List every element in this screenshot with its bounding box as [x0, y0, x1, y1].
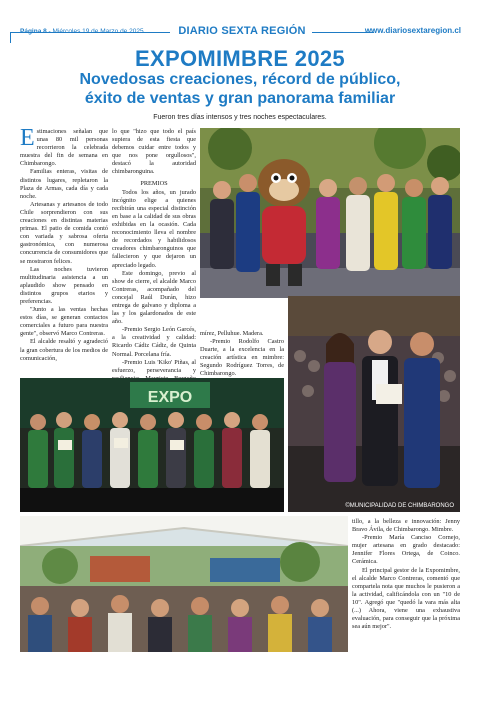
photo-credit: ©MUNICIPALIDAD DE CHIMBARONGO	[345, 503, 454, 509]
drop-cap: E	[20, 125, 35, 151]
newspaper-name: DIARIO SEXTA REGIÓN	[178, 25, 306, 37]
paragraph: tillo, a la belleza e innovación: Jenny Bravo Ávila, de Chimbarongo. Mimbre.	[352, 518, 460, 534]
paragraph: Todos los años, un jurado incógnito elige a quienes recibirán una especial distinción en base a la calidad de sus obras exhibidas en la ocasión. Cada reconocimiento lleva el nombre de recordados y habilidosos creadores chimbaronguinos que fallecieron y que dejaron un apreciado legado.	[112, 188, 196, 269]
article-column-1	[20, 125, 108, 363]
paragraph: Las noches tuvieron multitudinaria asistencia a un aplaudido show pensado en distintos grupos etarios y preferencias.	[20, 265, 108, 305]
website-link[interactable]: www.diariosextaregion.cl	[364, 26, 461, 35]
photo-award-winners	[20, 378, 284, 512]
subheadline-line-2: éxito de ventas y gran panorama familiar	[84, 90, 396, 107]
paragraph: lo que "hizo que todo el país supiera de esta fiesta que debemos cuidar entre todos y que nos pone orgullosos", destacó la autoridad chimbaronguina.	[112, 128, 196, 176]
photo-mascot-group	[200, 128, 460, 298]
photo-crowd-tents-image	[20, 516, 348, 652]
paragraph: Este domingo, previo al show de cierre, el alcalde Marco Contreras, acompañado del concejal Raúl Durán, hizo entrega de galvano y diploma a las y los galardonados de este año.	[112, 269, 196, 326]
headline: EXPOMIMBRE 2025	[135, 46, 345, 71]
photo-officials-image	[288, 296, 460, 512]
paragraph: -Premio María Canciso Cornejo, mujer artesana en grado destacado: Jennifer Flores Ortega, de Coinco. Cerámica.	[352, 534, 460, 566]
paragraph: El principal gestor de la Expomimbre, el alcalde Marco Contreras, comentó que compartela nota que muchos le pusieron a la actividad, calificándola con un "10 de 10". Agregó que "quedó la vara más alta (...) Ahora, viene una exhaustiva evaluación, para conseguir que la próxima sea aún mejor".	[352, 566, 460, 631]
article-column-4	[352, 518, 460, 631]
paragraph: -Premio Sergio León Garcés, a la creatividad y calidad: Ricardo Cádiz Cádiz, de Quinta Normal. Porcelana fría.	[112, 326, 196, 358]
kicker: Fueron tres días intensos y tres noches espectaculares.	[153, 114, 327, 121]
page-info	[20, 28, 144, 35]
stage-banner-text: EXPO	[147, 389, 193, 406]
paragraph: mírez, Pelluhue. Madera.	[200, 330, 264, 337]
paragraph: Artesanas y artesanos de todo Chile sorprendieron con sus creaciones en distintas materias primas. El patio de comida contó con variada y sabrosa oferta gastronómica, con numerosa concurrencia de consumidores que se mostraron felices.	[20, 200, 108, 265]
paragraph: Familias enteras, visitas de distintos lugares, repletaron la Plaza de Armas, cada día y cada noche.	[20, 168, 108, 200]
paragraph: "Junto a las ventas hechas estos días, se generan contactos comerciales a futuro para nuestra gente", observó Marco Contreras.	[20, 306, 108, 338]
section-subhead: PREMIOS	[140, 179, 168, 187]
photo-mascot-group-image	[200, 128, 460, 298]
paragraph: Estimaciones señalan que unas 80 mil personas recorrieron la celebrada muestra del fin de semana en Chimbarongo.	[20, 125, 108, 168]
page-number: Página 8	[20, 28, 47, 35]
paragraph: -Premio Rodolfo Castro Duarte, a la excelencia en la creación artística en mimbre: Segundo Rodríguez Torres, de Chimbarongo.	[200, 338, 284, 378]
paragraph: El alcalde resaltó y agradeció la gran cobertura de los medios de comunicación,	[20, 338, 108, 362]
subheadline-line-1: Novedosas creaciones, récord de público,	[79, 71, 401, 88]
photo-award-winners-image	[20, 378, 284, 512]
photo-crowd-tents	[20, 516, 348, 652]
page-header	[0, 0, 480, 46]
issue-date: - Miércoles 19 de Marzo de 2025	[46, 28, 144, 35]
subheadline	[20, 70, 460, 108]
photo-officials	[288, 296, 460, 512]
paragraph: -Premio Luis 'Kiko' Piñas, al esfuerzo, perseverancia y	[112, 358, 196, 374]
article-column-2	[112, 128, 196, 391]
header-corner-mark	[10, 32, 17, 43]
